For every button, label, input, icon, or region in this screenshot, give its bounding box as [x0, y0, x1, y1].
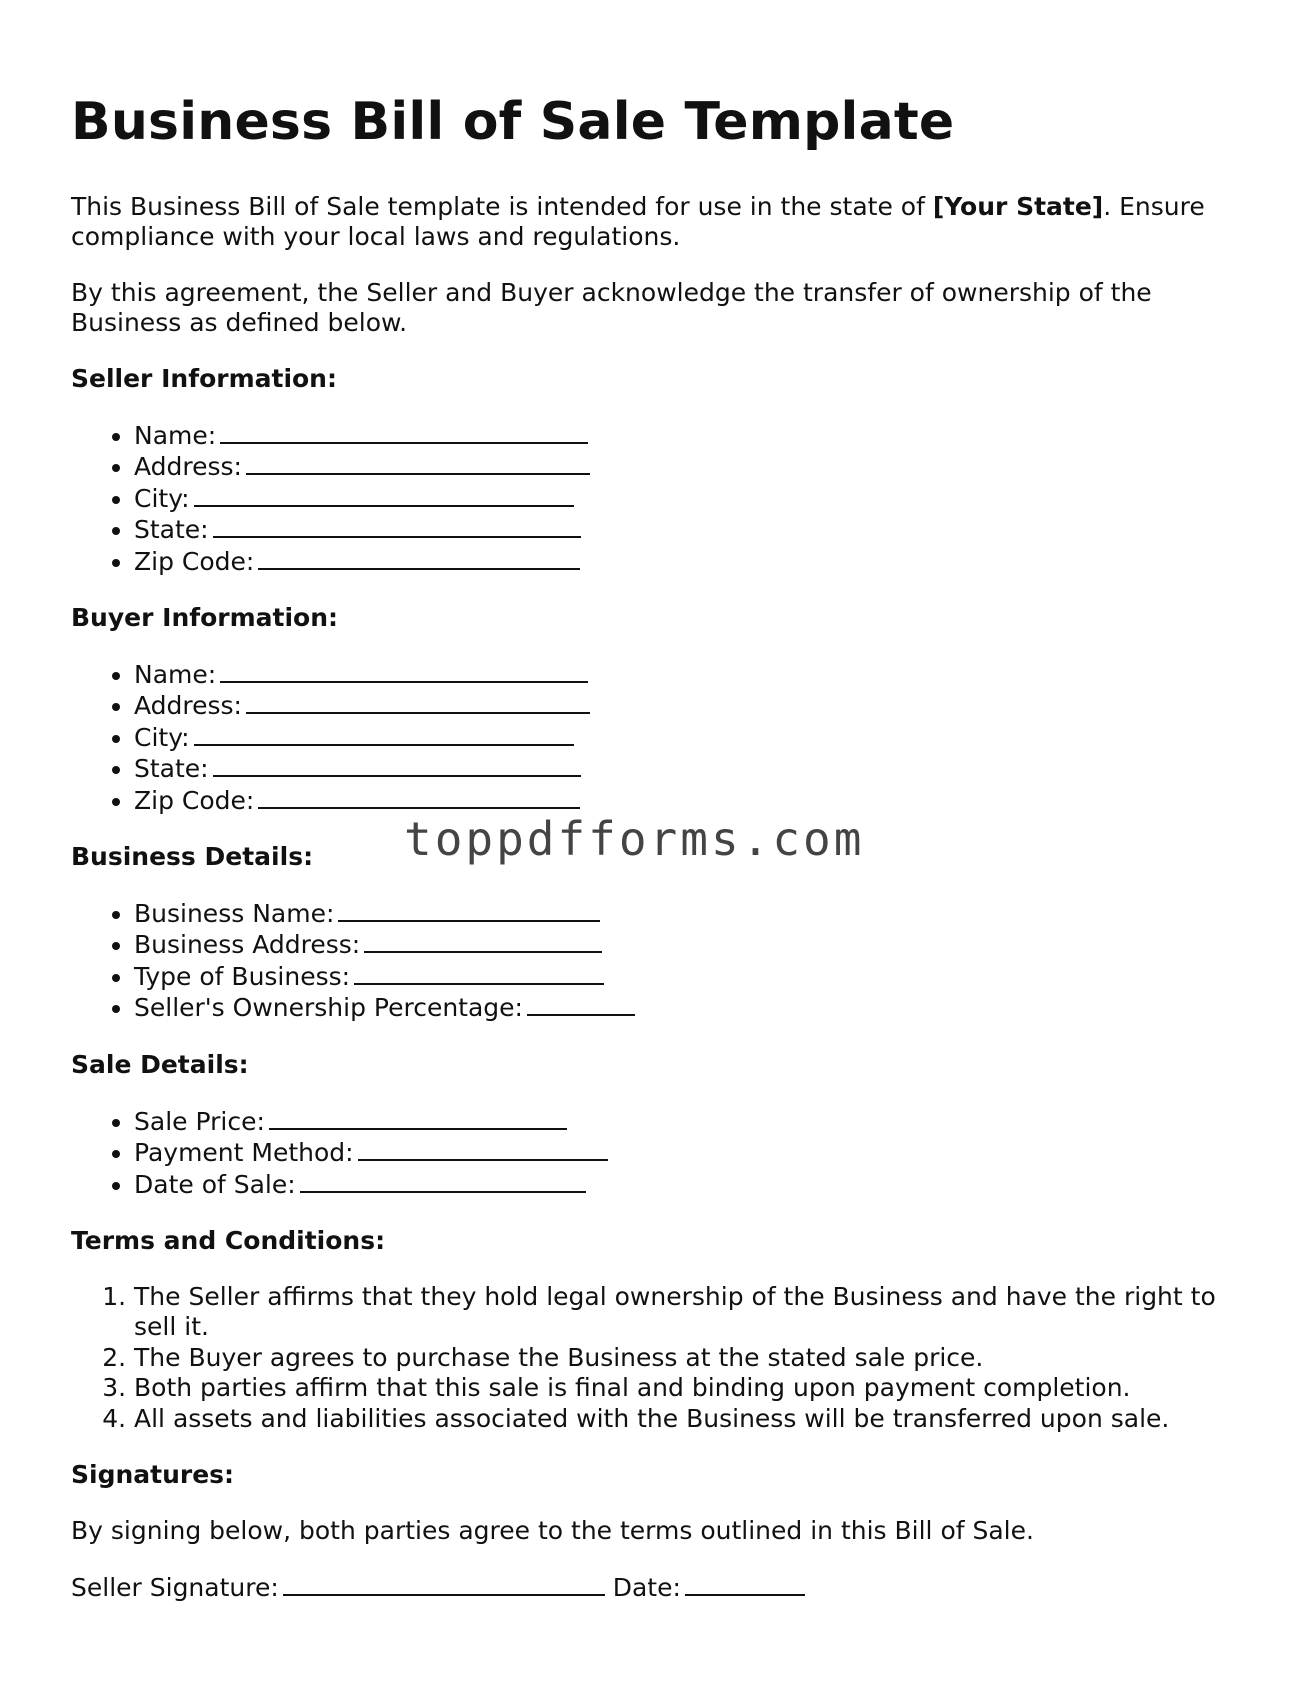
fill-line[interactable] [220, 420, 588, 444]
state-placeholder: [Your State] [932, 192, 1104, 221]
business-name-field [134, 898, 1251, 929]
term-item: 1. The Seller affirms that they hold legal ownership of the Business and have the right to sell it. [134, 1282, 1251, 1343]
term-item: 3. Both parties affirm that this sale is final and binding upon payment completion. [134, 1373, 1251, 1403]
fill-line[interactable] [269, 1106, 567, 1130]
buyer-name-field [134, 659, 1251, 690]
intro-text-1: This Business Bill of Sale template is intended for use in the state of [71, 192, 933, 221]
field-label: Date of Sale: [134, 1169, 296, 1199]
field-label: Name: [134, 421, 217, 450]
fill-line[interactable] [220, 659, 588, 683]
fill-line[interactable] [213, 514, 581, 538]
buyer-heading: Buyer Information: [71, 603, 339, 633]
seller-signature-label: Seller Signature: [71, 1572, 279, 1602]
business-address-field [134, 929, 1251, 960]
ownership-percentage-field [134, 992, 1251, 1023]
terms-heading: Terms and Conditions: [71, 1225, 386, 1255]
sale-heading: Sale Details: [71, 1049, 249, 1079]
field-label: Business Name: [134, 899, 335, 929]
fill-line[interactable] [258, 785, 580, 809]
business-heading: Business Details: [71, 842, 314, 872]
seller-signature-blank[interactable] [283, 1572, 605, 1596]
field-label: Seller's Ownership Percentage: [134, 993, 523, 1023]
buyer-state-field [134, 753, 1251, 784]
buyer-address-field [134, 690, 1251, 721]
seller-heading: Seller Information: [71, 364, 337, 393]
fill-line[interactable] [246, 451, 590, 475]
field-label: Type of Business: [134, 961, 351, 991]
seller-fields [71, 420, 1251, 577]
field-label: Address: [134, 691, 242, 721]
field-label: Zip Code: [134, 785, 255, 815]
fill-line[interactable] [300, 1169, 586, 1193]
business-type-field [134, 961, 1251, 992]
fill-line[interactable] [194, 722, 574, 746]
field-label: City: [134, 483, 190, 513]
field-label: Sale Price: [134, 1106, 265, 1136]
field-label: Payment Method: [134, 1138, 354, 1168]
terms-list [71, 1282, 1251, 1434]
fill-line[interactable] [338, 898, 600, 922]
fill-line[interactable] [358, 1137, 608, 1161]
buyer-city-field [134, 722, 1251, 753]
fill-line[interactable] [527, 992, 635, 1016]
seller-name-field [134, 420, 1251, 451]
page-title: Business Bill of Sale Template [71, 92, 955, 152]
fill-line[interactable] [354, 961, 604, 985]
agreement-paragraph: By this agreement, the Seller and Buyer acknowledge the transfer of ownership of the Business as defined below. [71, 278, 1152, 337]
seller-zip-field [134, 546, 1251, 577]
seller-city-field [134, 483, 1251, 514]
field-label: Address: [134, 452, 242, 482]
date-of-sale-field [134, 1169, 1251, 1200]
field-label: State: [134, 515, 209, 545]
intro-text-2: . Ensure compliance with your local laws and regulations. [71, 192, 1205, 251]
fill-line[interactable] [258, 546, 580, 570]
date-label: Date: [612, 1572, 681, 1602]
field-label: State: [134, 754, 209, 784]
term-item: 2. The Buyer agrees to purchase the Business at the stated sale price. [134, 1343, 1251, 1373]
buyer-fields [71, 659, 1251, 816]
field-label: Business Address: [134, 930, 361, 960]
fill-line[interactable] [194, 483, 574, 507]
signatures-text: By signing below, both parties agree to the terms outlined in this Bill of Sale. [71, 1515, 1034, 1545]
field-label: Zip Code: [134, 546, 255, 576]
term-item: 4. All assets and liabilities associated with the Business will be transferred upon sale. [134, 1404, 1251, 1434]
seller-state-field [134, 514, 1251, 545]
date-blank[interactable] [685, 1572, 805, 1596]
payment-method-field [134, 1137, 1251, 1168]
watermark-text: toppdfforms.com [404, 812, 865, 866]
sale-price-field [134, 1106, 1251, 1137]
fill-line[interactable] [364, 929, 602, 953]
business-fields [71, 898, 1251, 1024]
field-label: City: [134, 722, 190, 752]
signatures-heading: Signatures: [71, 1459, 235, 1489]
sale-fields [71, 1106, 1251, 1200]
seller-address-field [134, 451, 1251, 482]
fill-line[interactable] [246, 690, 590, 714]
intro-paragraph [71, 192, 1251, 252]
field-label: Name: [134, 660, 217, 690]
seller-signature-line [71, 1572, 1251, 1603]
fill-line[interactable] [213, 753, 581, 777]
